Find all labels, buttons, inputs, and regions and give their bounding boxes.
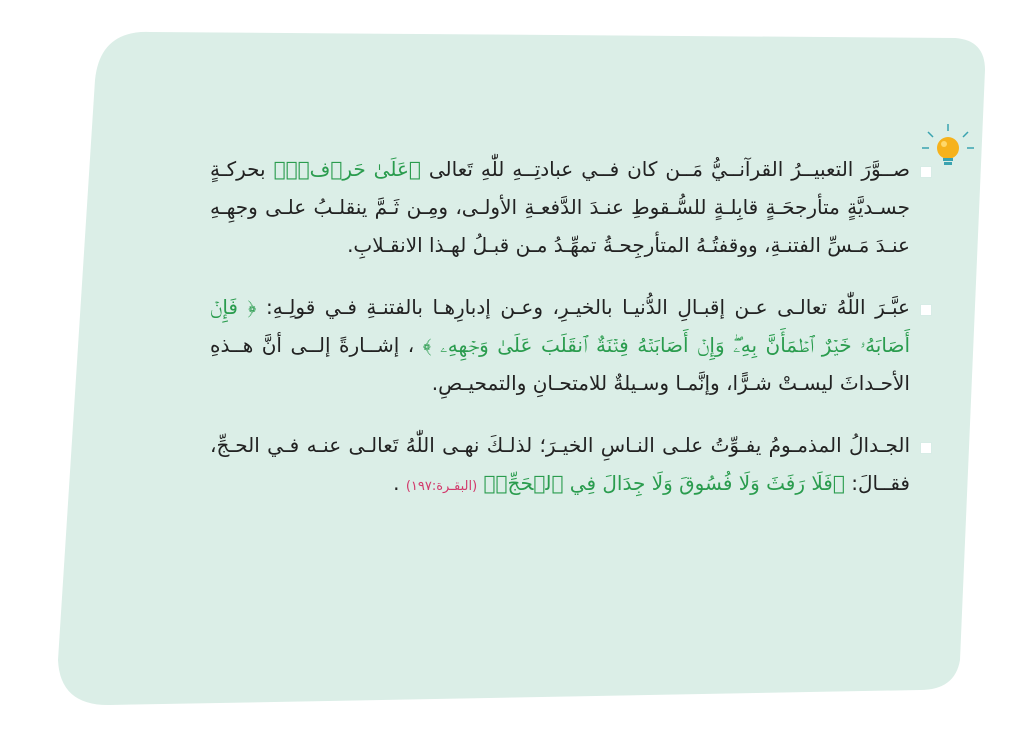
quran-quote: ﴿عَلَىٰ حَرۡفٖۖ﴾ <box>273 157 421 181</box>
paragraph-1 <box>210 150 910 264</box>
paragraph-2 <box>210 288 910 402</box>
quran-quote: ﴿فَلَا رَفَثَ وَلَا فُسُوقَ وَلَا جِدَالَ فِي ٱلۡحَجِّۗ﴾ <box>483 471 845 495</box>
paragraph-3 <box>210 426 910 506</box>
content-text <box>210 150 910 522</box>
p1-text-a: صــوَّرَ التعبيــرُ القرآنــيُّ مَــن كان فــي عبادتِــهِ للّٰهِ تَعالى <box>428 157 911 181</box>
quran-quote: ﴿ فَإِنۡ أَصَابَهُۥ خَيۡرٌ ٱطۡمَأَنَّ بِهِۦۖ وَإِنۡ أَصَابَتۡهُ فِتۡنَةٌ ٱنقَلَبَ عَلَىٰ وَجۡهِهِۦ ﴾ <box>210 295 911 357</box>
bullet-icon <box>920 442 932 454</box>
p2-text-b: ، إشــارةً إلــى أنَّ هــذهِ الأحـداثَ ليسـتْ شـرًّا، وإنَّمـا وسـيلةٌ للامتحـانِ والتمحيـصِ. <box>210 333 910 395</box>
p1-text-b: بحركـةٍ جسـديَّةٍ متأرجحَـةٍ قابِلـةٍ للسُّـقوطِ عنـدَ الدَّفعـةِ الأولـى، ومِـن ثَـمَّ ينقلـبُ علـى وجهِـهِ عنـدَ مَـسِّ الفتنـةِ، ووقفتُـهُ المتأرجِحـةُ تمهِّـدُ مـن قبـلُ لهـذا الانقـلابِ. <box>210 157 910 257</box>
p3-text-end: . <box>393 471 400 495</box>
bullet-icon <box>920 304 932 316</box>
p2-text-a: عبَّـرَ اللّٰهُ تعالـى عـن إقبـالِ الدُّنيـا بالخيـرِ، وعـن إدبارِهـا بالفتنـةِ فـي قولِـهِ: <box>265 295 910 319</box>
surah-reference: (البقـرة:١٩٧) <box>405 479 478 494</box>
p3-text-a: الجـدالُ المذمـومُ يفـوِّتُ علـى النـاسِ الخيـرَ؛ لذلـكَ نهـى اللّٰهُ تَعالـى عنـه فـي الحـجِّ، فقــالَ: <box>210 433 910 495</box>
bullet-icon <box>920 166 932 178</box>
